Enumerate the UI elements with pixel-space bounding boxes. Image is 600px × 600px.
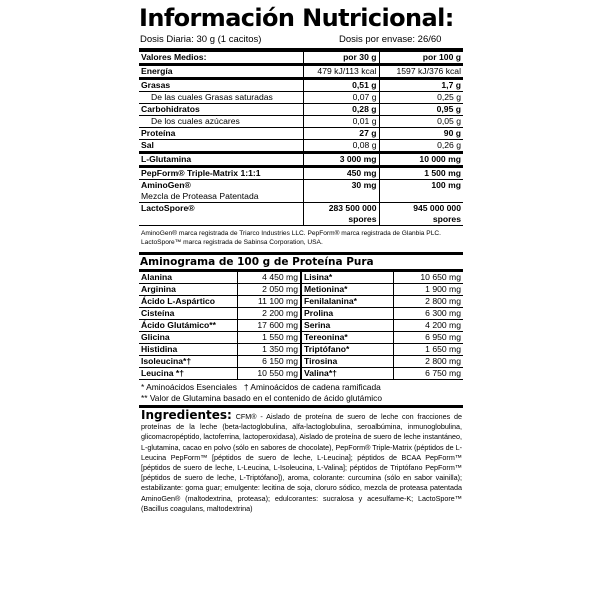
row-fat — [139, 79, 463, 92]
header-per30: por 30 g — [303, 52, 379, 65]
row-name: Proteína — [139, 128, 303, 140]
amino-name: Prolina — [301, 308, 393, 320]
amino-name: Histidina — [139, 344, 237, 356]
row-v30: 30 mg — [303, 180, 379, 203]
amino-value: 6 150 mg — [237, 356, 301, 368]
nutrition-table — [139, 52, 463, 226]
amino-value: 1 350 mg — [237, 344, 301, 356]
amino-row — [139, 272, 463, 284]
row-salt — [139, 140, 463, 153]
amino-value: 2 800 mg — [393, 356, 463, 368]
row-v100: 0,25 g — [379, 92, 463, 104]
amino-name: Alanina — [139, 272, 237, 284]
row-pepform — [139, 167, 463, 180]
row-v100: 90 g — [379, 128, 463, 140]
row-name: De las cuales Grasas saturadas — [139, 92, 303, 104]
amino-row — [139, 368, 463, 380]
row-name: Energía — [139, 65, 303, 79]
row-v100-value: 945 000 000 — [413, 203, 461, 213]
amino-value: 4 200 mg — [393, 320, 463, 332]
row-v30: 0,07 g — [303, 92, 379, 104]
amino-name: Valina*† — [301, 368, 393, 380]
trademark-notice: AminoGen® marca registrada de Triarco Industries LLC. PepForm® marca registrada de Glanbia PLC. LactoSpore™ marca registrada de Sabinsa Corporation, USA. — [139, 226, 463, 255]
amino-row — [139, 320, 463, 332]
row-name: Sal — [139, 140, 303, 153]
row-name: L-Glutamina — [139, 153, 303, 167]
amino-value: 6 750 mg — [393, 368, 463, 380]
amino-value: 1 900 mg — [393, 284, 463, 296]
row-v100: 0,05 g — [379, 116, 463, 128]
row-name: LactoSpore® — [139, 203, 303, 226]
dose-info — [139, 32, 463, 48]
row-v30: 450 mg — [303, 167, 379, 180]
amino-name: Ácido Glutámico** — [139, 320, 237, 332]
row-carbohydrates — [139, 104, 463, 116]
row-energy — [139, 65, 463, 79]
aminogram-notes — [139, 380, 463, 408]
nutrition-header-row — [139, 52, 463, 65]
row-name: Carbohidratos — [139, 104, 303, 116]
amino-name: Tirosina — [301, 356, 393, 368]
daily-dose: Dosis Diaria: 30 g (1 cacitos) — [140, 34, 262, 45]
amino-value: 2 050 mg — [237, 284, 301, 296]
row-v100: 10 000 mg — [379, 153, 463, 167]
row-v100: 0,26 g — [379, 140, 463, 153]
nutrition-label — [139, 4, 463, 596]
row-v30: 479 kJ/113 kcal — [303, 65, 379, 79]
amino-name: Metionina* — [301, 284, 393, 296]
amino-row — [139, 308, 463, 320]
amino-value: 10 550 mg — [237, 368, 301, 380]
amino-name: Leucina *† — [139, 368, 237, 380]
ingredients-heading: Ingredientes: — [141, 408, 232, 422]
amino-name: Lisina* — [301, 272, 393, 284]
row-v30-unit: spores — [348, 214, 377, 224]
amino-row — [139, 296, 463, 308]
aminogram-title: Aminograma de 100 g de Proteína Pura — [140, 256, 374, 268]
row-lactospore — [139, 203, 463, 226]
row-v100 — [379, 203, 463, 226]
row-glutamine — [139, 153, 463, 167]
note-essential: * Aminoácidos Esenciales † Aminoácidos de cadena ramificada — [141, 382, 381, 392]
row-v100: 0,95 g — [379, 104, 463, 116]
row-v30 — [303, 203, 379, 226]
amino-value: 10 650 mg — [393, 272, 463, 284]
row-name — [139, 180, 303, 203]
amino-name: Arginina — [139, 284, 237, 296]
row-v30: 27 g — [303, 128, 379, 140]
row-v30: 0,51 g — [303, 79, 379, 92]
ingredients-section — [139, 408, 463, 514]
doses-per-container: Dosis por envase: 26/60 — [339, 34, 442, 45]
amino-name: Fenilalanina* — [301, 296, 393, 308]
row-v30-value: 283 500 000 — [328, 203, 377, 213]
row-v100: 1,7 g — [379, 79, 463, 92]
row-v100: 1597 kJ/376 kcal — [379, 65, 463, 79]
amino-name: Triptófano* — [301, 344, 393, 356]
header-values: Valores Medios: — [139, 52, 303, 65]
row-name: De los cuales azúcares — [139, 116, 303, 128]
row-v30: 0,01 g — [303, 116, 379, 128]
row-v30: 0,08 g — [303, 140, 379, 153]
header-per100: por 100 g — [379, 52, 463, 65]
amino-row — [139, 332, 463, 344]
row-v100: 1 500 mg — [379, 167, 463, 180]
row-name-text: PepForm® Triple-Matrix 1:1:1 — [141, 168, 261, 178]
amino-value: 1 650 mg — [393, 344, 463, 356]
row-v100: 100 mg — [379, 180, 463, 203]
row-sugars — [139, 116, 463, 128]
amino-value: 6 950 mg — [393, 332, 463, 344]
amino-name: Glicina — [139, 332, 237, 344]
amino-value: 1 550 mg — [237, 332, 301, 344]
note-glutamine: ** Valor de Glutamina basado en el contenido de ácido glutámico — [141, 392, 383, 403]
amino-value: 17 600 mg — [237, 320, 301, 332]
amino-name: Ácido L-Aspártico — [139, 296, 237, 308]
amino-name: Serina — [301, 320, 393, 332]
row-name-text: AminoGen® — [141, 180, 191, 190]
amino-value: 4 450 mg — [237, 272, 301, 284]
amino-row — [139, 284, 463, 296]
row-saturated-fat — [139, 92, 463, 104]
row-v30: 3 000 mg — [303, 153, 379, 167]
row-name — [139, 167, 303, 180]
amino-value: 11 100 mg — [237, 296, 301, 308]
amino-row — [139, 356, 463, 368]
amino-row — [139, 344, 463, 356]
amino-name: Cisteína — [139, 308, 237, 320]
row-v100-unit: spores — [432, 214, 461, 224]
row-name-sub: Mezcla de Proteasa Patentada — [141, 191, 259, 201]
amino-value: 2 200 mg — [237, 308, 301, 320]
aminogram-table — [139, 272, 463, 380]
ingredients-text: CFM® - Aislado de proteína de suero de leche con fracciones de proteínas de la leche (beta-lactoglobulina, alfa-lactoglobulina, seroalbúmina, inmunoglobulina, glicomacropéptido, lactoferrina, lactoperoxidasa), Aislado de proteína de suero de leche instantáneo, L-glutamina, cacao en polvo (sólo en sabores de chocolate), PepForm® Triple-Matrix (péptidos de L-Leucina PepForm™ [péptidos de suero de leche, L-Leucina]; péptidos de BCAA PepForm™ [péptidos de suero de leche, L-Leucina, L-Isoleucina, L-Valina]; péptidos de Triptófano PepForm™ [péptidos de suero de leche, L-Triptófano]), aroma, colorante: curcumina (sólo en sabor vainilla); estabilizante: goma guar; emulgente: lecitina de soja, cloruro sódico, mezcla de proteasa patentada AminoGen® (maltodextrina, proteasa); edulcorantes: sucralosa y acesulfame-K; LactoSpore™ (Bacillus coagulans, maltodextrina) — [141, 412, 463, 513]
amino-value: 6 300 mg — [393, 308, 463, 320]
amino-name: Tereonina* — [301, 332, 393, 344]
amino-name: Isoleucina*† — [139, 356, 237, 368]
row-protein — [139, 128, 463, 140]
amino-value: 2 800 mg — [393, 296, 463, 308]
page-title: Información Nutricional: — [139, 4, 454, 32]
row-aminogen — [139, 180, 463, 203]
row-name: Grasas — [139, 79, 303, 92]
row-v30: 0,28 g — [303, 104, 379, 116]
